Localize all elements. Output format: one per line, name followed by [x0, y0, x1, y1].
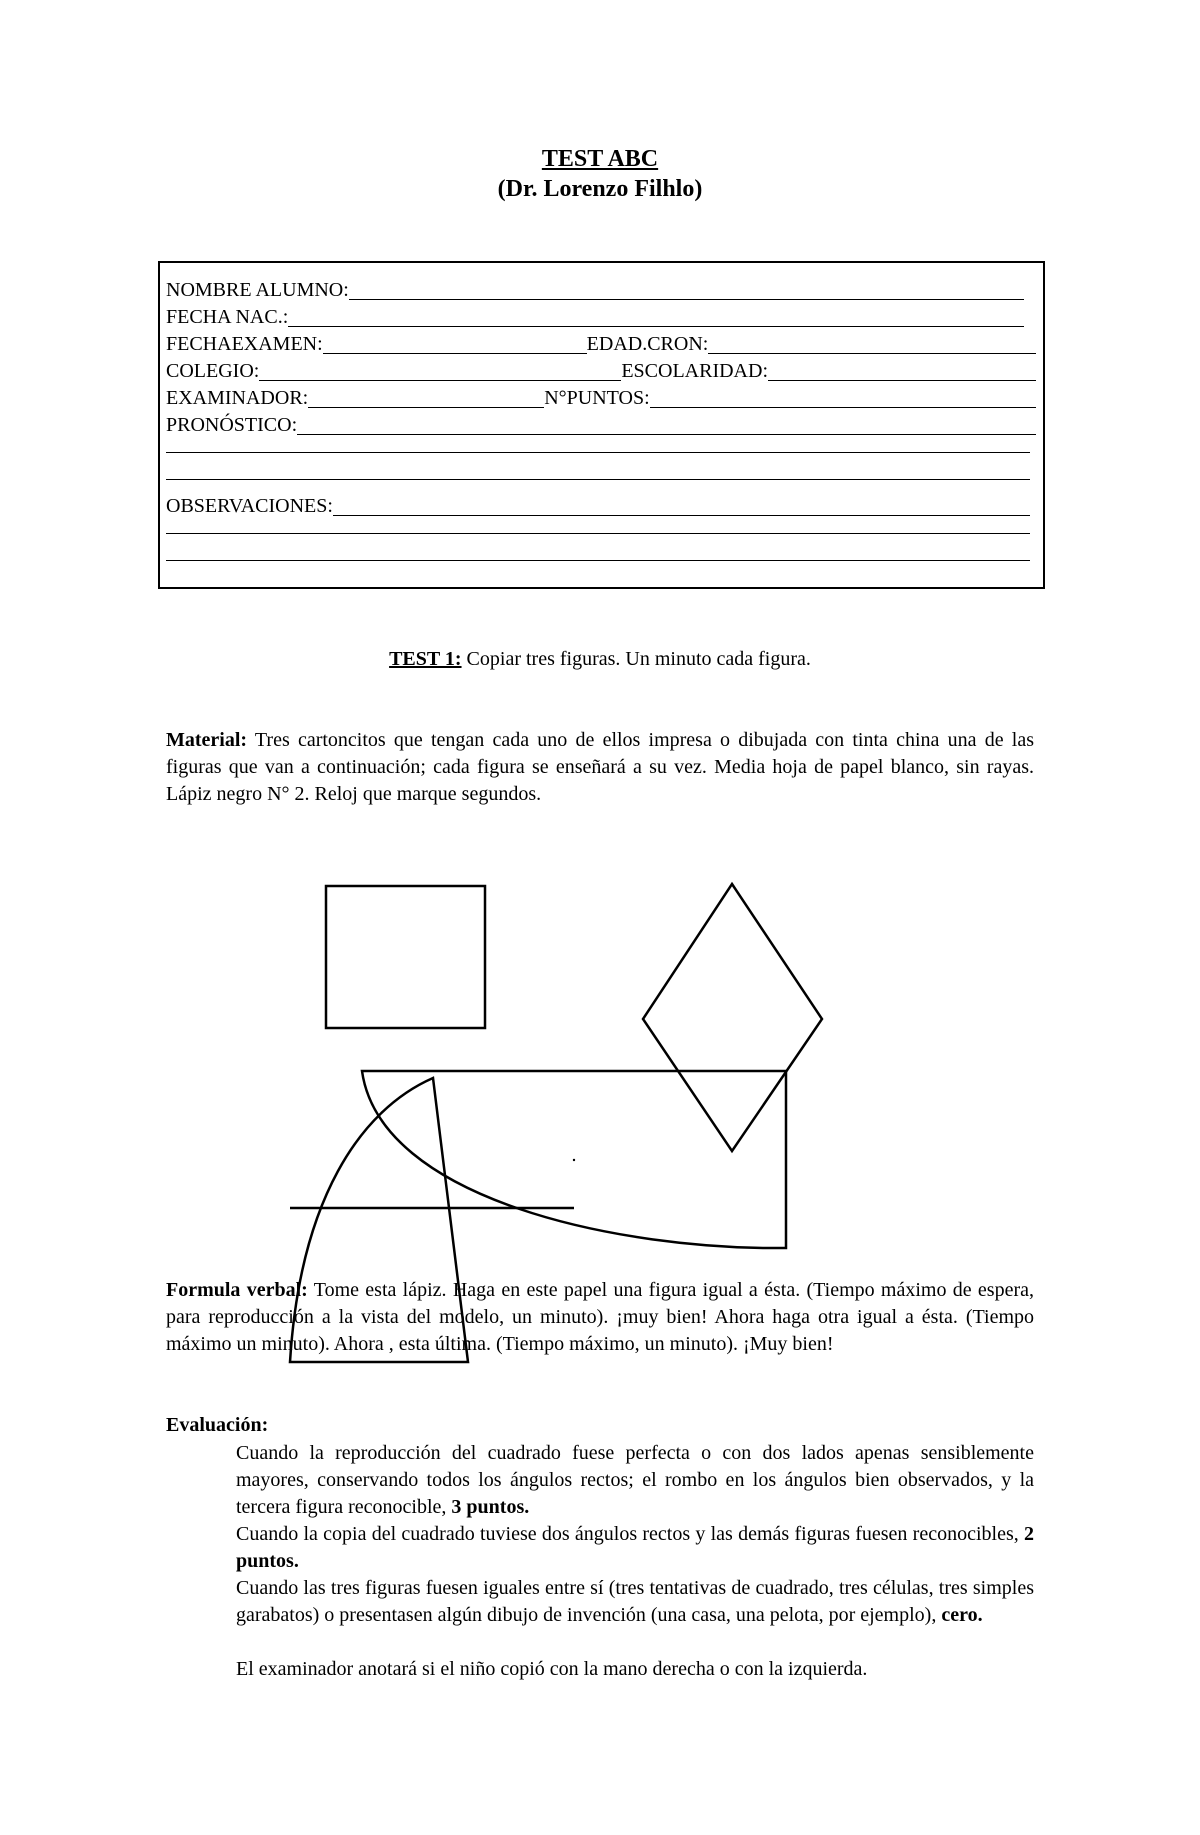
edad-cron-label: EDAD.CRON:: [586, 333, 709, 355]
evaluacion-item-score: 2 puntos.: [236, 1523, 1034, 1572]
nombre-alumno-label: NOMBRE ALUMNO:: [166, 279, 349, 301]
pronostico-row: [166, 408, 1036, 435]
colegio-label: COLEGIO:: [166, 360, 260, 382]
fecha-nac-field[interactable]: [288, 308, 1024, 327]
colegio-field[interactable]: [259, 362, 621, 381]
pronostico-label: PRONÓSTICO:: [166, 414, 298, 436]
evaluacion-item-text: El examinador anotará si el niño copió con la mano derecha o con la izquierda.: [236, 1658, 868, 1680]
escolaridad-field[interactable]: [768, 362, 1036, 381]
observaciones-row: [166, 489, 1036, 516]
test1-heading: [0, 648, 1200, 671]
examinador-row: [166, 381, 1036, 408]
observaciones-extra-line[interactable]: [166, 533, 1030, 534]
complex-figure: [362, 1071, 786, 1248]
observaciones-field[interactable]: [333, 497, 1030, 516]
edad-cron-field[interactable]: [708, 335, 1036, 354]
escolaridad-label: ESCOLARIDAD:: [621, 360, 768, 382]
evaluacion-item: [236, 1656, 1034, 1683]
test1-text: Copiar tres figuras. Un minuto cada figura.: [461, 648, 811, 670]
nombre-alumno-row: [166, 273, 1036, 300]
n-puntos-label: N°PUNTOS:: [544, 387, 650, 409]
page-title: TEST ABC: [541, 146, 659, 172]
test1-label: TEST 1:: [389, 648, 462, 670]
evaluacion-item-score: 3 puntos.: [451, 1496, 530, 1518]
rhombus-figure: [643, 884, 822, 1151]
n-puntos-field[interactable]: [650, 389, 1036, 408]
evaluacion-title: Evaluación:: [166, 1414, 269, 1436]
pronostico-extra-line[interactable]: [166, 452, 1030, 453]
fecha-nac-row: [166, 300, 1036, 327]
evaluacion-item-text: Cuando las tres figuras fuesen iguales entre sí (tres tentativas de cuadrado, tres células, tres simples garabatos) o presentasen algún dibujo de invención (una casa, una pelota, por ejemplo),: [236, 1577, 1034, 1626]
evaluacion-item: [236, 1575, 1034, 1629]
formula-label: Formula verbal:: [166, 1279, 308, 1301]
pronostico-extra-line[interactable]: [166, 479, 1030, 480]
evaluacion-item-text: Cuando la copia del cuadrado tuviese dos ángulos rectos y las demás figuras fuesen reconocibles,: [236, 1523, 1024, 1545]
fecha-nac-label: FECHA NAC.:: [166, 306, 289, 328]
evaluacion-item-text: Cuando la reproducción del cuadrado fuese perfecta o con dos lados apenas sensiblemente mayores, conservando todos los ángulos rectos; el rombo en los ángulos bien observados, y la tercera figura reconocible,: [236, 1442, 1034, 1518]
material-paragraph: [166, 727, 1034, 808]
material-text: Tres cartoncitos que tengan cada uno de ellos impresa o dibujada con tinta china una de las figuras que van a continuación; cada figura se enseñará a su vez. Media hoja de papel blanco, sin rayas. Lápiz negro N° 2. Reloj que marque segundos.: [166, 729, 1034, 805]
page-subtitle: (Dr. Lorenzo Filhlo): [497, 176, 703, 202]
observaciones-extra-line[interactable]: [166, 560, 1030, 561]
examinador-label: EXAMINADOR:: [166, 387, 309, 409]
examinador-field[interactable]: [308, 389, 544, 408]
evaluacion-item: [236, 1521, 1034, 1575]
material-label: Material:: [166, 729, 248, 751]
square-figure: [326, 886, 485, 1028]
observaciones-label: OBSERVACIONES:: [166, 495, 333, 517]
fecha-examen-field[interactable]: [323, 335, 587, 354]
formula-text: Tome esta lápiz. Haga en este papel una figura igual a ésta. (Tiempo máximo de espera, para reproducción a la vista del modelo, un minuto). ¡muy bien! Ahora haga otra igual a ésta. (Tiempo máximo un minuto). Ahora , esta última. (Tiempo máximo, un minuto). ¡Muy bien!: [166, 1279, 1035, 1355]
fecha-examen-row: [166, 327, 1036, 354]
nombre-alumno-field[interactable]: [349, 281, 1024, 300]
pronostico-field[interactable]: [297, 416, 1036, 435]
dot-figure: [573, 1159, 575, 1161]
evaluacion-item: [236, 1440, 1034, 1521]
formula-paragraph: [166, 1277, 1034, 1358]
fecha-examen-label: FECHAEXAMEN:: [166, 333, 323, 355]
colegio-row: [166, 354, 1036, 381]
evaluacion-item-score: cero.: [941, 1604, 983, 1626]
